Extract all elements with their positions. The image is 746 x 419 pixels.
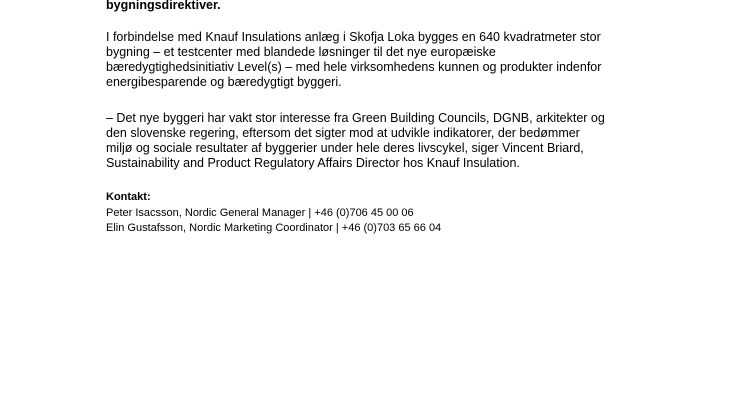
paragraph-level-s: [106, 30, 601, 90]
paragraph-line: bæredygtighedsinitiativ Level(s) – med hele virksomhedens kunnen og produkter indenfor: [106, 60, 602, 74]
contact-heading: Kontakt:: [106, 191, 151, 203]
paragraph-line: bygning – et testcenter med blandede løsninger til det nye europæiske: [106, 45, 496, 59]
paragraph-line: – Det nye byggeri har vakt stor interesse fra Green Building Councils, DGNB, arkitekter og: [106, 111, 605, 125]
paragraph-line: energibesparende og bæredygtigt byggeri.: [106, 75, 342, 89]
lead-fragment: bygningsdirektiver.: [106, 0, 221, 12]
contact-line-peter: Peter Isacsson, Nordic General Manager | +46 (0)706 45 00 06: [106, 207, 414, 219]
paragraph-line: miljø og sociale resultater af byggerier under hele deres livscykel, siger Vincent Briard,: [106, 141, 584, 155]
paragraph-line: den slovenske regering, eftersom det sigter mod at udvikle indikatorer, der bedømmer: [106, 126, 580, 140]
paragraph-line: I forbindelse med Knauf Insulations anlæg i Skofja Loka bygges en 640 kvadratmeter stor: [106, 30, 601, 44]
paragraph-line: Sustainability and Product Regulatory Affairs Director hos Knauf Insulation.: [106, 156, 520, 170]
paragraph-quote: [106, 111, 605, 171]
contact-line-elin: Elin Gustafsson, Nordic Marketing Coordinator | +46 (0)703 65 66 04: [106, 222, 442, 234]
